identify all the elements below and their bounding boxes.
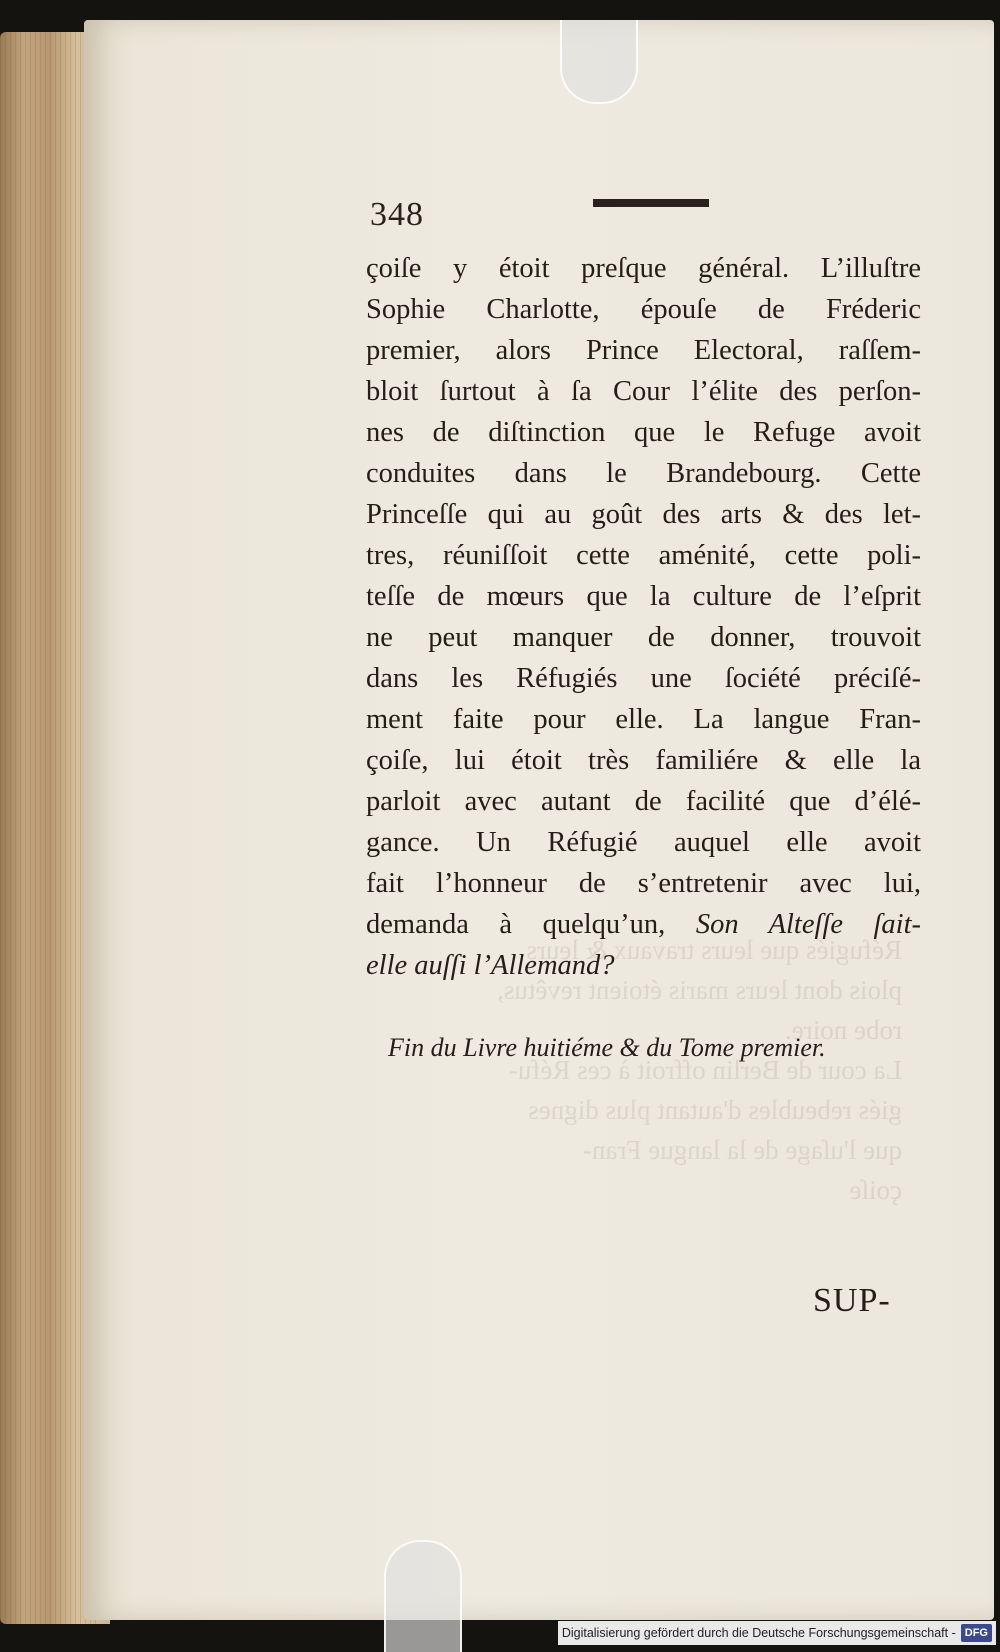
text-line: ne peut manquer de donner, trouvoit xyxy=(366,622,921,653)
text-line: premier, alors Prince Electoral, raſſem- xyxy=(366,335,921,366)
text-line: çoiſe y étoit preſque général. L’illuſtre xyxy=(366,253,921,284)
footer-credit: Digitalisierung gefördert durch die Deutsche Forschungsgemeinschaft - xyxy=(561,1626,956,1640)
italic-question-end: elle auſſi l’Allemand? xyxy=(366,950,615,981)
catchword: SUP- xyxy=(813,1282,891,1319)
text-line: fait l’honneur de s’entretenir avec lui, xyxy=(366,868,921,899)
text-line: tres, réuniſſoit cette aménité, cette poli- xyxy=(366,540,921,571)
end-of-volume-note: Fin du Livre huitiéme & du Tome premier. xyxy=(388,1033,826,1062)
dfg-logo: DFG xyxy=(961,1624,992,1642)
text-line: Princeſſe qui au goût des arts & des let- xyxy=(366,499,921,530)
text-line: dans les Réfugiés une ſociété préciſé- xyxy=(366,663,921,694)
italic-question: Son Alteſſe ſait- xyxy=(695,909,922,940)
top-clip xyxy=(560,20,638,104)
text-line: conduites dans le Brandebourg. Cette xyxy=(366,458,921,489)
text-line: nes de diſtinction que le Refuge avoit xyxy=(366,417,921,448)
text-line: gance. Un Réfugié auquel elle avoit xyxy=(366,827,921,858)
text-line-italic xyxy=(366,945,921,986)
page-number: 348 xyxy=(370,196,424,233)
body-text xyxy=(366,248,921,986)
text-line: Sophie Charlotte, épouſe de Fréderic xyxy=(366,294,921,325)
show-through-text: Réfugiés que leurs travaux & leurs plois dont leurs maris étoient revêtus, robe noire. La cour de Berlin offroit à ces Réfu- giés rebeubles d'autant plus dignes que l'uſage de la langue Fran- çoiſe xyxy=(497,935,902,1205)
text-line: ment faite pour elle. La langue Fran- xyxy=(366,704,921,735)
text-line-start: demanda à quelqu’un, xyxy=(366,909,666,940)
text-line: parloit avec autant de facilité que d’élé- xyxy=(366,786,921,817)
text-line: teſſe de mœurs que la culture de l’eſprit xyxy=(366,581,921,612)
text-line: çoiſe, lui étoit très familiére & elle la xyxy=(366,745,921,776)
bottom-clip xyxy=(384,1540,462,1652)
text-line-with-italic xyxy=(366,904,921,945)
header-rule xyxy=(593,199,709,207)
digitization-footer xyxy=(558,1621,996,1645)
text-line: bloit ſurtout à ſa Cour l’élite des perſon- xyxy=(366,376,921,407)
